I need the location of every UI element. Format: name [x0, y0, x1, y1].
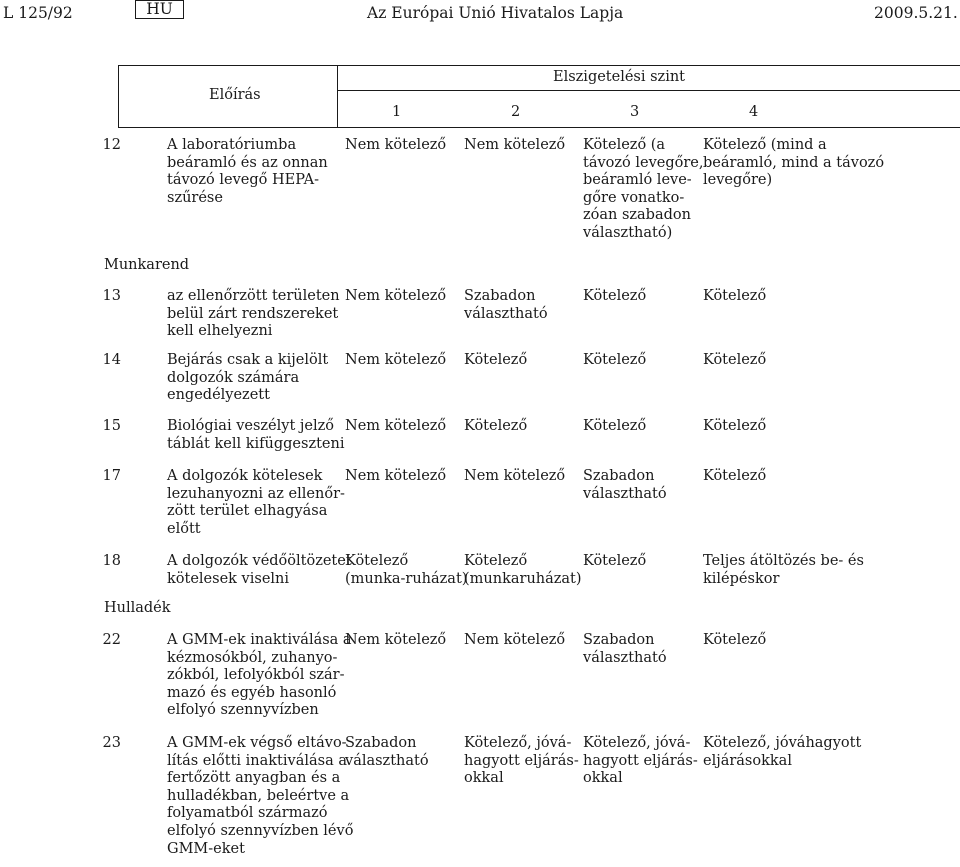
text-line: Nem kötelező [345, 418, 447, 434]
text-line: választható [345, 752, 429, 769]
text-line: Kötelező, jóvá- [464, 735, 572, 751]
level-2-cell [464, 468, 565, 486]
text-line: Szabadon [345, 735, 417, 751]
text-line: A GMM-ek végső eltávo- [167, 735, 347, 751]
row-number: 14 [102, 352, 121, 368]
requirement-text [167, 288, 340, 341]
text-line: hulladékban, beleértve a [167, 787, 350, 804]
text-line: Kötelező [464, 553, 528, 569]
text-line: Nem kötelező [345, 632, 447, 648]
text-line: Kötelező [703, 288, 767, 304]
text-line: Kötelező [464, 418, 528, 434]
requirement-text [167, 418, 344, 453]
level-1-cell [345, 352, 446, 370]
text-line: Kötelező [703, 468, 767, 484]
level-2-cell [464, 632, 565, 650]
requirement-text [167, 468, 345, 538]
text-line: Nem kötelező [345, 352, 447, 368]
text-line: Kötelező [464, 352, 528, 368]
level-3-cell [583, 418, 646, 436]
text-line: Nem kötelező [464, 468, 566, 484]
header-divider-rule [337, 65, 338, 127]
level-1-header: 1 [392, 104, 402, 120]
header-bottom-rule [118, 127, 960, 128]
text-line: Kötelező (a [583, 137, 666, 153]
text-line: beáramló, mind a távozó [703, 154, 885, 171]
text-line: zóan szabadon [583, 207, 691, 224]
text-line: hagyott eljárás- [464, 752, 579, 769]
level-3-header: 3 [630, 104, 640, 120]
level-4-cell [703, 553, 864, 588]
text-line: zókból, lefolyókból szár- [167, 667, 345, 684]
level-4-cell [703, 352, 766, 370]
text-line: Biológiai veszélyt jelző [167, 418, 334, 434]
text-line: Kötelező [703, 352, 767, 368]
level-3-cell [583, 468, 667, 503]
requirement-text [167, 352, 328, 405]
page-ref: L 125/92 [3, 4, 73, 22]
level-2-header: 2 [511, 104, 521, 120]
text-line: elfolyó szennyvízben [167, 702, 319, 719]
level-1-cell [345, 288, 446, 306]
text-line: Bejárás csak a kijelölt [167, 352, 329, 368]
text-line: választható [464, 305, 548, 322]
text-line: Kötelező [583, 288, 647, 304]
row-number: 22 [102, 632, 121, 648]
text-line: távozó levegő HEPA- [167, 172, 320, 189]
text-line: Szabadon [583, 468, 655, 484]
text-line: engedélyezett [167, 387, 270, 404]
text-line: távozó levegőre, [583, 154, 704, 171]
row-number: 18 [102, 553, 121, 569]
level-3-cell [583, 137, 704, 243]
language-badge: HU [135, 0, 184, 19]
text-line: eljárásokkal [703, 752, 792, 769]
text-line: A dolgozók védőöltözetet [167, 553, 352, 569]
text-line: szűrése [167, 189, 223, 206]
level-4-cell [703, 468, 766, 486]
row-number: 12 [102, 137, 121, 153]
level-3-cell [583, 553, 646, 571]
level-2-cell [464, 137, 565, 155]
text-line: beáramló leve- [583, 172, 692, 189]
publication-date: 2009.5.21. [874, 4, 958, 22]
level-4-cell [703, 735, 861, 770]
text-line: kell elhelyezni [167, 323, 273, 340]
text-line: dolgozók számára [167, 369, 300, 386]
text-line: Kötelező [583, 553, 647, 569]
text-line: A laboratóriumba [167, 137, 297, 153]
text-line: Kötelező [583, 352, 647, 368]
level-2-cell [464, 735, 579, 788]
requirement-text [167, 735, 353, 858]
text-line: az ellenőrzött területen [167, 288, 340, 304]
requirement-column-header: Előírás [209, 87, 261, 103]
header-left-rule [118, 65, 119, 127]
text-line: mazó és egyéb hasonló [167, 684, 337, 701]
text-line: Teljes átöltözés be- és [703, 553, 864, 569]
level-4-cell [703, 632, 766, 650]
text-line: Szabadon [464, 288, 536, 304]
text-line: választható [583, 649, 667, 666]
text-line: előtt [167, 520, 201, 537]
level-2-cell [464, 288, 548, 323]
text-line: Kötelező (mind a [703, 137, 827, 153]
row-number: 23 [102, 735, 121, 751]
section-heading-work-practice: Munkarend [104, 257, 190, 273]
text-line: (munkaruházat) [464, 570, 582, 587]
text-line: (munka-ruházat) [345, 570, 468, 587]
level-1-cell [345, 735, 429, 770]
level-1-cell [345, 468, 446, 486]
level-2-cell [464, 352, 527, 370]
requirement-text [167, 553, 352, 588]
text-line: Nem kötelező [345, 288, 447, 304]
text-line: okkal [583, 770, 623, 787]
text-line: elfolyó szennyvízben lévő [167, 822, 354, 839]
text-line: A dolgozók kötelesek [167, 468, 323, 484]
section-heading-waste: Hulladék [104, 600, 171, 616]
text-line: okkal [464, 770, 504, 787]
text-line: Kötelező, jóvá- [583, 735, 691, 751]
text-line: beáramló és az onnan [167, 154, 328, 171]
row-number: 15 [102, 418, 121, 434]
level-2-cell [464, 418, 527, 436]
text-line: választható [583, 485, 667, 502]
level-1-cell [345, 418, 446, 436]
text-line: Szabadon [583, 632, 655, 648]
text-line: folyamatból származó [167, 805, 328, 822]
text-line: Nem kötelező [345, 468, 447, 484]
level-3-cell [583, 632, 667, 667]
text-line: Kötelező [345, 553, 409, 569]
table-top-rule [118, 65, 960, 66]
level-4-header: 4 [749, 104, 759, 120]
text-line: kézmosókból, zuhanyo- [167, 649, 338, 666]
text-line: belül zárt rendszereket [167, 305, 339, 322]
text-line: Kötelező, jóváhagyott [703, 735, 862, 751]
level-1-cell [345, 553, 467, 588]
text-line: gőre vonatko- [583, 189, 685, 206]
text-line: Nem kötelező [345, 137, 447, 153]
text-line: Kötelező [583, 418, 647, 434]
text-line: Kötelező [703, 418, 767, 434]
text-line: GMM-eket [167, 840, 245, 857]
level-group-rule [337, 90, 960, 91]
text-line: Kötelező [703, 632, 767, 648]
journal-title: Az Európai Unió Hivatalos Lapja [367, 4, 624, 22]
text-line: táblát kell kifüggeszteni [167, 435, 345, 452]
requirement-text [167, 632, 352, 720]
requirement-text [167, 137, 328, 207]
level-1-cell [345, 632, 446, 650]
row-number: 17 [102, 468, 121, 484]
text-line: hagyott eljárás- [583, 752, 698, 769]
text-line: kilépéskor [703, 570, 780, 587]
text-line: levegőre) [703, 172, 773, 189]
containment-level-header: Elszigetelési szint [553, 69, 686, 85]
text-line: választható) [583, 224, 673, 241]
level-3-cell [583, 735, 698, 788]
level-4-cell [703, 418, 766, 436]
text-line: zött terület elhagyása [167, 503, 328, 520]
text-line: Nem kötelező [464, 632, 566, 648]
level-2-cell [464, 553, 582, 588]
level-1-cell [345, 137, 446, 155]
level-3-cell [583, 288, 646, 306]
text-line: A GMM-ek inaktiválása a [167, 632, 352, 648]
text-line: lezuhanyozni az ellenőr- [167, 485, 345, 502]
text-line: Nem kötelező [464, 137, 566, 153]
level-3-cell [583, 352, 646, 370]
text-line: lítás előtti inaktiválása a [167, 752, 347, 769]
text-line: fertőzött anyagban és a [167, 770, 341, 787]
row-number: 13 [102, 288, 121, 304]
level-4-cell [703, 137, 884, 190]
text-line: kötelesek viselni [167, 570, 290, 587]
level-4-cell [703, 288, 766, 306]
